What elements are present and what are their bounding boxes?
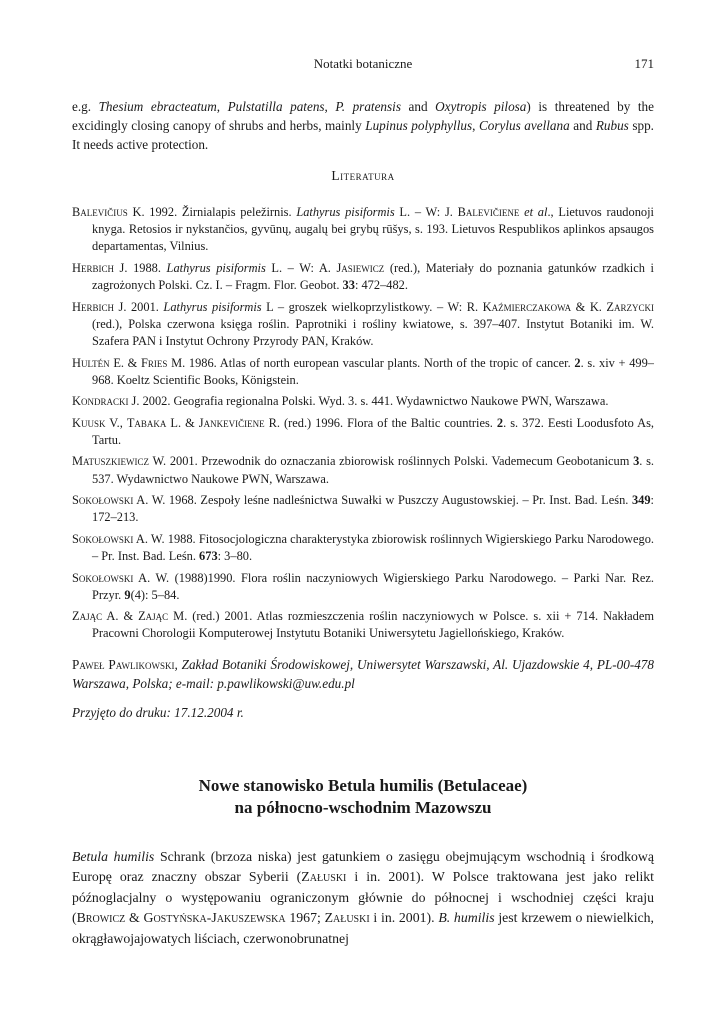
article-title: [72, 775, 654, 819]
reference-item: Herbich J. 1988. Lathyrus pisiformis L. – W: A. Jasiewicz (red.), Materiały do poznania gatunków rzadkich i zagrożonych Polski. Cz. I. – Fragm. Flor. Geobot. 33: 472–482.: [72, 260, 654, 293]
running-header: [72, 56, 654, 74]
reference-item: Hultén E. & Fries M. 1986. Atlas of north european vascular plants. North of the tropic of cancer. 2. s. xiv + 499–968. Koeltz Scientific Books, Königstein.: [72, 355, 654, 387]
reference-list: [72, 204, 654, 647]
reference-item: Zając A. & Zając M. (red.) 2001. Atlas rozmieszczenia roślin naczyniowych w Polsce. s. xii + 714. Nakładem Pracowni Chorologii Komputerowej Instytutu Botaniki Uniwersytetu Jagiellońskiego, Kraków.: [72, 609, 654, 641]
reference-item: Sokołowski A. W. 1968. Zespoły leśne nadleśnictwa Suwałki w Puszczy Augustowskiej. – Pr. Inst. Bad. Leśn. 349: 172–213.: [72, 493, 654, 525]
body-paragraph: Betula humilis Schrank (brzoza niska) jest gatunkiem o zasięgu obejmującym wschodnią i środkową Europę oraz znaczny obszar Syberii (Załuski i in. 2001). W Polsce traktowana jest jako relikt późnoglacjalny o występowaniu ograniczonym głównie do północnej i wschodniej części kraju (Browicz & Gostyńska-Jakuszewska 1967; Załuski i in. 2001). B. humilis jest krzewem o niewielkich, okrągławojajowatych liściach, czerwonobrunatnej: [72, 849, 655, 946]
reference-item: Kondracki J. 2002. Geografia regionalna Polski. Wyd. 3. s. 441. Wydawnictwo Naukowe PWN, Warszawa.: [72, 394, 609, 409]
author-address: Paweł Pawlikowski, Zakład Botaniki Środowiskowej, Uniwersytet Warszawski, Al. Ujazdowskie 4, PL-00-478 Warszawa, Polska; e-mail: p.pawlikowski@uw.edu.pl: [72, 657, 654, 691]
article-title-line: na północno-wschodnim Mazowszu: [234, 798, 492, 817]
article-title-line: Nowe stanowisko Betula humilis (Betulaceae): [198, 776, 528, 795]
reference-item: Kuusk V., Tabaka L. & Jankevičiene R. (red.) 1996. Flora of the Baltic countries. 2. s. 372. Eesti Loodusfoto As, Tartu.: [72, 415, 654, 447]
page-number: 171: [634, 56, 654, 71]
reference-item: Balevičius K. 1992. Žirnialapis peležirnis. Lathyrus pisiformis L. – W: J. Balevičiene et al., Lietuvos raudonoji knyga. Retosios ir nykstančios, gyvūnų, augalų bei grybų rūšys, s. 193. Lietuvos Respublikos aplinkos apsaugos departamentas, Vilnius.: [72, 205, 654, 254]
running-title: Notatki botaniczne: [313, 56, 413, 71]
literature-heading: Literatura: [331, 168, 395, 183]
reference-item: Matuszkiewicz W. 2001. Przewodnik do oznaczania zbiorowisk roślinnych Polski. Vademecum Geobotanicum 3. s. 537. Wydawnictwo Naukowe PWN, Warszawa.: [72, 454, 655, 486]
reference-item: Sokołowski A. W. 1988. Fitosocjologiczna charakterystyka zbiorowisk roślinnych Wigierskiego Parku Narodowego. – Pr. Inst. Bad. Leśn. 673: 3–80.: [72, 531, 654, 564]
intro-paragraph: e.g. Thesium ebracteatum, Pulstatilla patens, P. pratensis and Oxytropis pilosa) is threatened by the excidingly closing canopy of shrubs and herbs, mainly Lupinus polyphyllus, Corylus avellana and Rubus spp. It needs active protection.: [72, 99, 654, 152]
reference-item: Herbich J. 2001. Lathyrus pisiformis L – groszek wielkoprzylistkowy. – W: R. Kaźmierczakowa & K. Zarzycki (red.), Polska czerwona księga roślin. Paprotniki i rośliny kwiatowe, s. 397–407. Instytut Botaniki im. W. Szafera PAN i Instytut Ochrony Przyrody PAN, Kraków.: [72, 299, 654, 349]
received-date: Przyjęto do druku: 17.12.2004 r.: [72, 705, 244, 720]
reference-item: Sokołowski A. W. (1988)1990. Flora roślin naczyniowych Wigierskiego Parku Narodowego. – Parki Nar. Rez. Przyr. 9(4): 5–84.: [72, 570, 654, 602]
